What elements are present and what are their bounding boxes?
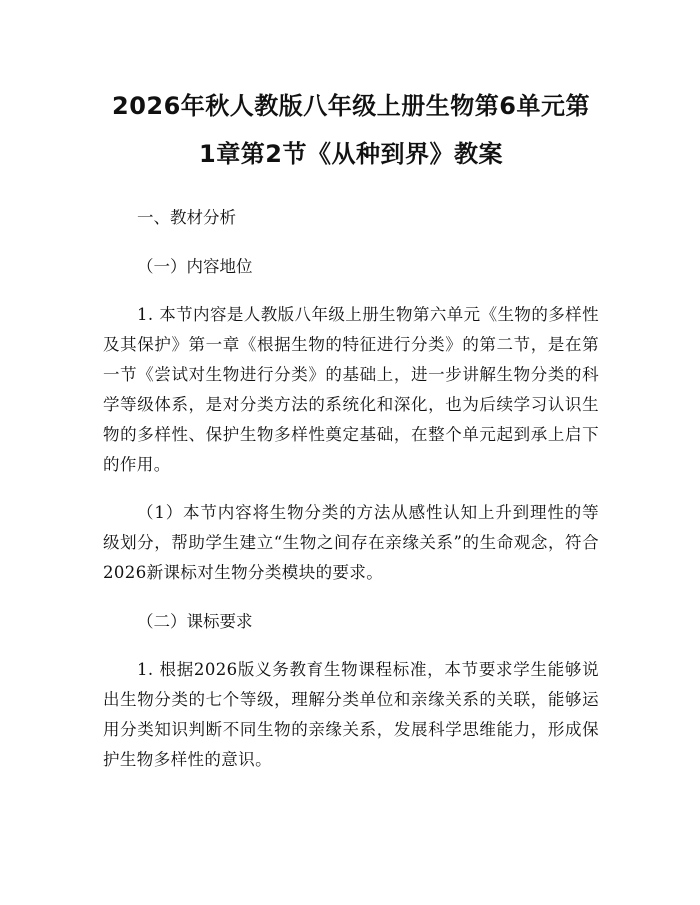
document-title [103, 82, 599, 178]
title-line-1: 2026年秋人教版八年级上册生物第6单元第 [112, 92, 590, 120]
title-line-2: 1章第2节《从种到界》教案 [199, 140, 503, 168]
subsection-heading-content-position: （一）内容地位 [137, 257, 253, 276]
section-heading-textbook-analysis: 一、教材分析 [137, 208, 236, 227]
paragraph-content-position-2: （1）本节内容将生物分类的方法从感性认知上升到理性的等级划分，帮助学生建立“生物之间存在亲缘关系”的生命观念，符合2026新课标对生物分类模块的要求。 [103, 503, 599, 582]
paragraph-content-position-1: 1. 本节内容是人教版八年级上册生物第六单元《生物的多样性及其保护》第一章《根据生物的特征进行分类》的第二节，是在第一节《尝试对生物进行分类》的基础上，进一步讲解生物分类的科学等级体系，是对分类方法的系统化和深化，也为后续学习认识生物的多样性、保护生物多样性奠定基础，在整个单元起到承上启下的作用。 [103, 305, 599, 474]
subsection-heading-curriculum-requirements: （二）课标要求 [137, 612, 253, 631]
paragraph-curriculum-requirements-1: 1. 根据2026版义务教育生物课程标准，本节要求学生能够说出生物分类的七个等级，理解分类单位和亲缘关系的关联，能够运用分类知识判断不同生物的亲缘关系，发展科学思维能力，形成保护生物多样性的意识。 [103, 660, 599, 769]
